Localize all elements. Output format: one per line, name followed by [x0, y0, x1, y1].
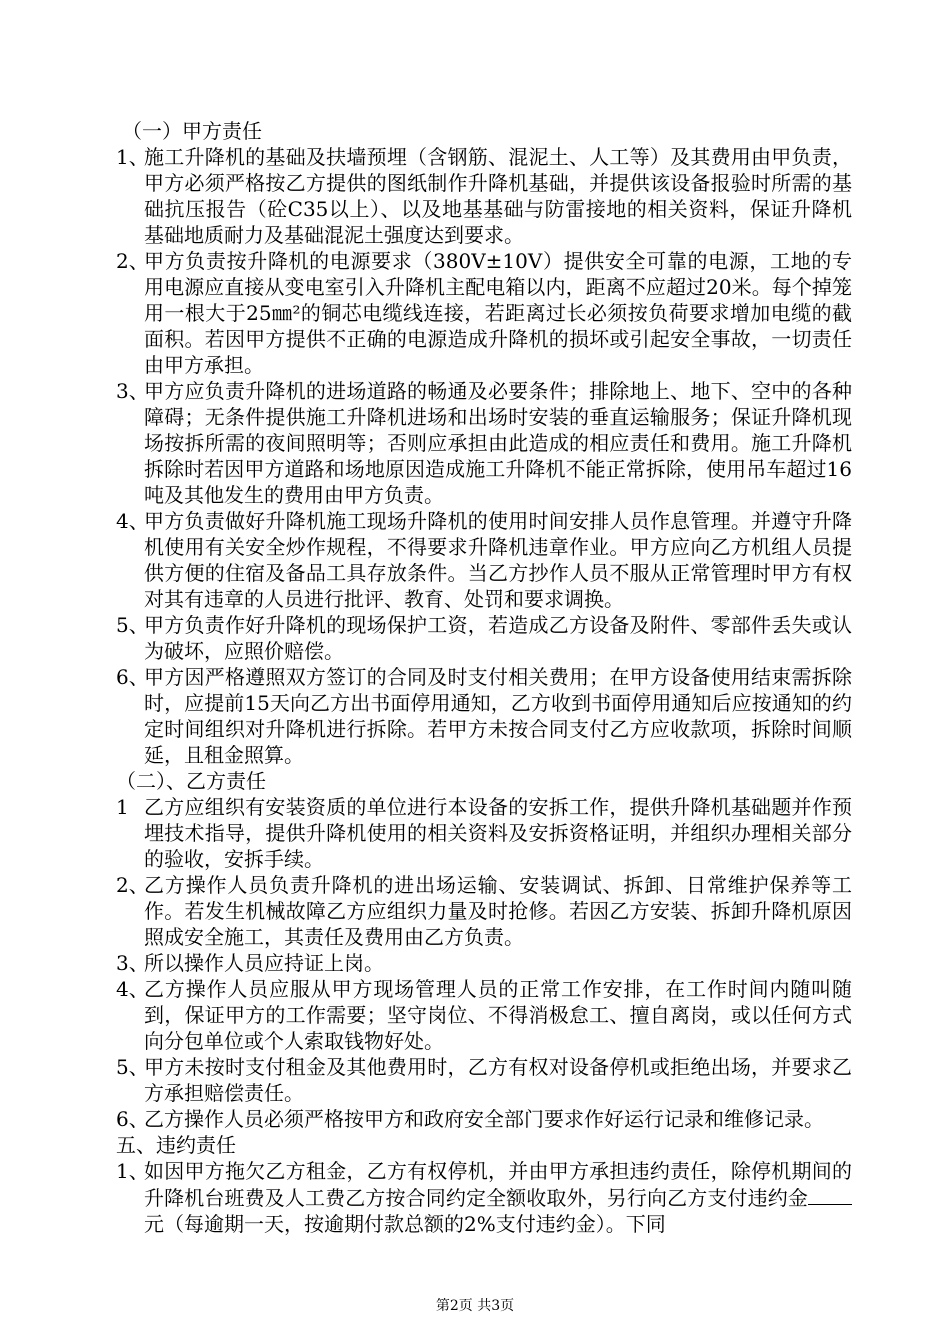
clause-text: 甲方负责按升降机的电源要求（380V±10V）提供安全可靠的电源，工地的专用电源应直接从变电室引入升降机主配电箱以内，距离不应超过20米。每个掉笼用一根大于25㎜²的铜芯电缆线连接，若距离过长必须按负荷要求增加电缆的截面积。若因甲方提供不正确的电源造成升降机的损坏或引起安全事故，一切责任由甲方承担。 [144, 249, 852, 377]
section-heading-party-a: （一）甲方责任 [122, 119, 262, 143]
clause-a-2 [116, 248, 852, 378]
clause-number: 5、 [116, 1055, 149, 1079]
clause-number: 2、 [116, 249, 149, 273]
clause-text: 乙方操作人员必须严格按甲方和政府安全部门要求作好运行记录和维修记录。 [144, 1107, 824, 1131]
clause-text: 所以操作人员应持证上岗。 [144, 951, 384, 975]
clause-text: 甲方负责做好升降机施工现场升降机的使用时间安排人员作息管理。并遵守升降机使用有关安全炒作规程，不得要求升降机违章作业。甲方应向乙方机组人员提供方便的住宿及备品工具存放条件。当乙方抄作人员不服从正常管理时甲方有权对其有违章的人员进行批评、教育、处罚和要求调换。 [144, 509, 852, 611]
clause-number: 4、 [116, 977, 149, 1001]
clause-text: 如因甲方拖欠乙方租金，乙方有权停机，并由甲方承担违约责任，除停机期间的升降机台班费及人工费乙方按合同约定全额收取外，另行向乙方支付违约金 [144, 1159, 852, 1210]
clause-number: 1、 [116, 145, 149, 169]
clause-text: 甲方因严格遵照双方签订的合同及时支付相关费用；在甲方设备使用结束需拆除时，应提前15天向乙方出书面停用通知，乙方收到书面停用通知后应按通知的约定时间组织对升降机进行拆除。若甲方未按合同支付乙方应收款项，拆除时间顺延，且租金照算。 [144, 665, 852, 767]
clause-text: 乙方操作人员应服从甲方现场管理人员的正常工作安排，在工作时间内随叫随到，保证甲方的工作需要；坚守岗位、不得消极怠工、擅自离岗，或以任何方式向分包单位或个人索取钱物好处。 [144, 977, 852, 1053]
clause-text: 甲方未按时支付租金及其他费用时，乙方有权对设备停机或拒绝出场，并要求乙方承担赔偿责任。 [144, 1055, 852, 1105]
section-heading-party-b: （二）、乙方责任 [116, 769, 266, 793]
clause-b-5 [116, 1054, 852, 1106]
clause-b-3 [116, 950, 852, 976]
clause-text: 甲方应负责升降机的进场道路的畅通及必要条件；排除地上、地下、空中的各种障碍；无条件提供施工升降机进场和出场时安装的垂直运输服务；保证升降机现场按拆所需的夜间照明等；否则应承担由此造成的相应责任和费用。施工升降机拆除时若因甲方道路和场地原因造成施工升降机不能正常拆除，使用吊车超过16吨及其他发生的费用由甲方负责。 [144, 379, 852, 507]
clause-text: 乙方操作人员负责升降机的进出场运输、安装调试、拆卸、日常维护保养等工作。若发生机械故障乙方应组织力量及时抢修。若因乙方安装、拆卸升降机原因照成安全施工，其责任及费用由乙方负责。 [144, 873, 852, 949]
page-footer: 第2页 共3页 [435, 1298, 515, 1314]
clause-b-2 [116, 872, 852, 950]
clause-b-6 [116, 1106, 852, 1132]
document-body [116, 118, 852, 1237]
clause-number: 1、 [116, 1159, 149, 1183]
clause-number: 3、 [116, 951, 149, 975]
clause-a-5 [116, 612, 852, 664]
clause-b-1 [116, 794, 852, 872]
clause-text: 乙方应组织有安装资质的单位进行本设备的安拆工作，提供升降机基础题并作预埋技术指导，提供升降机使用的相关资料及安拆资格证明，并组织办理相关部分的验收，安拆手续。 [144, 795, 852, 871]
clause-a-4 [116, 508, 852, 612]
clause-text: 施工升降机的基础及扶墙预埋（含钢筋、混泥土、人工等）及其费用由甲负责，甲方必须严格按乙方提供的图纸制作升降机基础，并提供该设备报验时所需的基础抗压报告（砼C35以上）、以及地基基础与防雷接地的相关资料，保证升降机基础地质耐力及基础混泥土强度达到要求。 [144, 145, 852, 247]
clause-number: 4、 [116, 509, 149, 533]
clause-unit: 元 [144, 1212, 164, 1236]
clause-number: 2、 [116, 873, 149, 897]
clause-number: 3、 [116, 379, 149, 403]
clause-number: 6、 [116, 1107, 149, 1131]
clause-a-6 [116, 664, 852, 768]
clause-text-continued: （每逾期一天，按逾期付款总额的2%支付违约金）。下同 [164, 1212, 666, 1236]
clause-b-4 [116, 976, 852, 1054]
section-heading-breach: 五、违约责任 [116, 1133, 236, 1157]
blank-amount-field [808, 1184, 852, 1205]
clause-a-1 [116, 144, 852, 248]
clause-number: 5、 [116, 613, 149, 637]
clause-a-3 [116, 378, 852, 508]
clause-c-1 [116, 1158, 852, 1237]
clause-number: 1 [116, 795, 129, 819]
clause-number: 6、 [116, 665, 149, 689]
clause-text: 甲方负责作好升降机的现场保护工资，若造成乙方设备及附件、零部件丢失或认为破坏，应照价赔偿。 [144, 613, 852, 663]
